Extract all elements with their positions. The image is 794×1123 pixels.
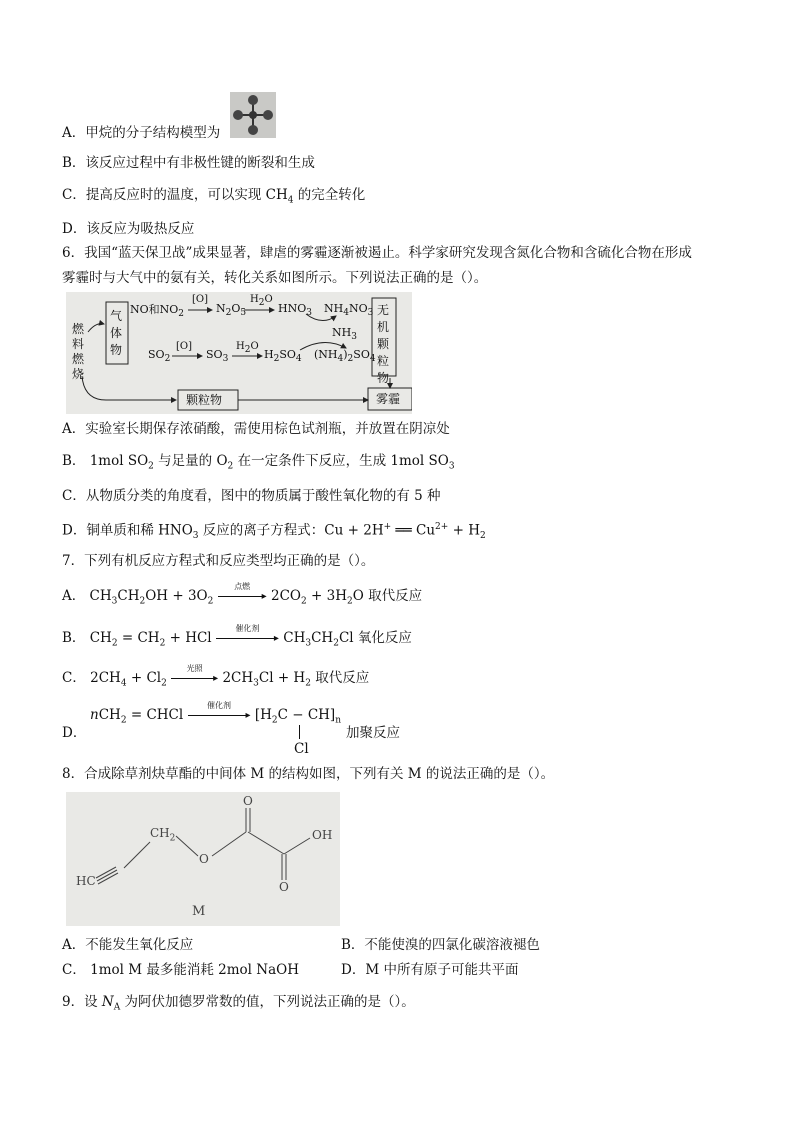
q6-option-d	[62, 518, 486, 545]
arrow-right-icon: ▸	[273, 632, 279, 644]
so2-sub: 2	[164, 354, 171, 365]
q7-d-t3: [H	[254, 707, 272, 723]
hno3-label	[278, 302, 312, 318]
n2o5-label	[216, 302, 246, 318]
nh42so4-sub3: 4	[369, 354, 376, 365]
nh42so4-label	[314, 348, 376, 364]
h2so4-so: SO	[279, 348, 296, 361]
q6-d-cu: Cu	[415, 522, 436, 539]
q7-d-type: 加聚反应	[346, 725, 400, 741]
q6-d-sup2: 2+	[435, 522, 449, 532]
nh3-label	[332, 326, 357, 342]
hno3-sub: 3	[306, 308, 312, 319]
nh4no3-label	[324, 302, 373, 318]
q7-d-cl: Cl	[294, 741, 309, 757]
q7-a-bar	[218, 596, 264, 597]
q7-a-t4: 2CO	[271, 588, 301, 604]
inorganic-box-label: 无机颗粒物	[377, 303, 390, 385]
nh42so4-so: SO	[353, 348, 370, 361]
h2o-sub: 2	[258, 298, 265, 308]
q5-option-d: D．该反应为吸热反应	[62, 221, 195, 237]
gas-box-label: 气体物	[110, 309, 123, 357]
so3-sub: 3	[222, 354, 229, 365]
q7-d-t4: C − CH]	[277, 707, 336, 723]
q6-option-c: C．从物质分类的角度看，图中的物质属于酸性氧化物的有 5 种	[62, 488, 441, 504]
q7-b-arrow	[216, 624, 279, 648]
m-o-top-label: O	[243, 794, 253, 808]
q7-c-s4: 2	[305, 678, 311, 689]
q7-a-s4: 2	[301, 596, 307, 607]
fuel-label: 燃料燃烧	[72, 322, 85, 381]
q6-option-a: A．实验室长期保存浓硝酸，需使用棕色试剂瓶，并放置在阴凉处	[62, 421, 450, 437]
q7-d-n-sub: n	[335, 715, 341, 726]
q7-d-t1: CH	[98, 707, 121, 723]
h2o-o: O	[264, 294, 273, 305]
q6-d-h2: + H	[448, 522, 480, 539]
n2o5-o: O	[231, 302, 241, 315]
nh42so4-paren: )	[343, 348, 348, 361]
q7-b-t6: Cl 氧化反应	[338, 630, 412, 646]
q6-stem-line2: 雾霾时与大气中的氨有关，转化关系如图所示。下列说法正确的是（）。	[62, 270, 488, 286]
q8-option-d: D．M 中所有原子可能共平面	[341, 962, 519, 978]
q7-option-d-equation	[90, 701, 341, 730]
m-o-ring-label: O	[199, 852, 209, 866]
no-sub: 2	[178, 309, 185, 320]
o-label-top: [O]	[192, 294, 209, 305]
h2o-o-b: O	[250, 341, 259, 352]
q7-d-t2: = CHCl	[126, 707, 184, 723]
arrow-right-icon: ▸	[261, 590, 267, 602]
q8-option-b: B．不能使溴的四氯化碳溶液褪色	[341, 937, 540, 953]
nh4no3-sub: 4	[343, 308, 349, 319]
n2o5-n: N	[216, 302, 226, 315]
q8-stem: 8．合成除草剂炔草酯的中间体 M 的结构如图，下列有关 M 的说法正确的是（）。	[62, 766, 555, 782]
q7-c-t2: + Cl	[126, 670, 162, 686]
m-oh-label: OH	[312, 828, 333, 842]
q8-option-a: A．不能发生氧化反应	[62, 937, 194, 953]
q6-d-s2: 2	[479, 531, 486, 542]
q7-c-t3: 2CH	[222, 670, 254, 686]
m-structure-diagram	[66, 792, 340, 926]
h2so4-label	[264, 348, 302, 364]
nh42so4-nh: (NH	[314, 348, 338, 361]
h2so4-sub: 2	[273, 354, 280, 365]
q5-option-a: A．甲烷的分子结构模型为	[62, 125, 221, 141]
h2so4-h: H	[264, 348, 274, 361]
o-label-bottom: [O]	[176, 341, 193, 352]
q7-c-s2: 2	[161, 678, 167, 689]
so3-label	[206, 348, 228, 364]
q7-option-d-label: D．	[62, 725, 87, 741]
q7-c-s1: 4	[120, 678, 127, 689]
q6-d-eq: ══	[391, 522, 416, 539]
q6-d-sup1: +	[383, 522, 392, 532]
nh4no3-nh: NH	[324, 302, 344, 315]
smog-box-label: 雾霾	[376, 392, 401, 406]
so2-text: SO	[148, 348, 165, 361]
q6-option-b	[62, 452, 455, 476]
q7-d-cond: 催化剂	[207, 701, 232, 711]
q5-c-text: C．提高反应时的温度，可以实现 CH	[62, 187, 288, 203]
q7-b-cond: 催化剂	[235, 624, 260, 634]
h2so4-sub2: 4	[295, 354, 302, 365]
q7-b-t1: B． CH	[62, 630, 112, 646]
q7-a-t6: O 取代反应	[352, 588, 423, 604]
smog-diagram	[66, 292, 412, 414]
q6-d-t2: 反应的离子方程式：Cu + 2H	[198, 522, 384, 539]
q7-c-t5: 取代反应	[310, 670, 370, 686]
m-o-bottom-label: O	[279, 880, 289, 894]
m-hc-label: HC	[76, 874, 96, 888]
m-ch2-label	[150, 826, 175, 843]
n2o5-sub1: 2	[225, 308, 232, 319]
q7-a-s3: 2	[207, 596, 214, 607]
q5-option-b: B．该反应过程中有非极性键的断裂和生成	[62, 155, 315, 171]
q7-a-t2: CH	[117, 588, 140, 604]
no-text: NO和NO	[130, 303, 179, 316]
q7-c-arrow	[171, 664, 219, 688]
m-ch2-text: CH	[150, 826, 170, 840]
q7-stem: 7．下列有机反应方程式和反应类型均正确的是（）。	[62, 553, 375, 569]
n2o5-sub2: 5	[240, 308, 247, 319]
q7-b-s4: 2	[333, 638, 339, 649]
q7-c-t4: Cl + H	[258, 670, 306, 686]
q7-c-bar	[171, 678, 215, 679]
particle-box-label: 颗粒物	[186, 393, 223, 407]
q6-b-s3: 3	[448, 461, 455, 472]
nh3-sub: 3	[351, 332, 357, 343]
q9-t1: 9．设	[62, 994, 102, 1010]
q7-a-cond: 点燃	[234, 582, 251, 592]
arrow-right-icon: ▸	[245, 709, 251, 721]
nh4no3-no: NO	[348, 302, 368, 315]
q7-c-t1: C． 2CH	[62, 670, 121, 686]
no-label	[130, 301, 184, 319]
q9-t2: 为阿伏加德罗常数的值，下列说法正确的是（）。	[120, 994, 415, 1010]
q5-c-sub: 4	[287, 195, 294, 206]
q6-b-t1: B． 1mol SO	[62, 453, 149, 469]
q6-b-s1: 2	[148, 461, 154, 472]
q5-c-text-2: 的完全转化	[293, 187, 366, 203]
h2o-h-b: H	[236, 341, 245, 352]
so3-text: SO	[206, 348, 223, 361]
q7-d-s1: 2	[120, 715, 127, 726]
h2o-label-bottom	[236, 341, 259, 355]
h2o-label-top	[250, 294, 273, 308]
h2o-h: H	[250, 294, 259, 305]
methane-model-image	[230, 92, 276, 138]
q6-d-s1: 3	[192, 531, 199, 542]
q7-c-cond: 光照	[186, 664, 203, 674]
so2-label	[148, 348, 170, 364]
m-caption: M	[192, 904, 206, 919]
q9-na-sub: A	[113, 1002, 121, 1013]
q7-b-t3: + HCl	[165, 630, 212, 646]
methane-model-svg	[230, 92, 276, 138]
q7-b-t5: CH	[311, 630, 334, 646]
q7-a-arrow	[218, 582, 267, 606]
q7-d-bar	[188, 715, 248, 716]
hno3-text: HNO	[278, 302, 307, 315]
q7-option-a	[62, 582, 423, 611]
q7-d-branch-line	[299, 725, 300, 739]
q7-b-s2: 2	[159, 638, 166, 649]
q9-na: N	[101, 994, 114, 1010]
q6-b-t2: 与足量的 O	[153, 453, 228, 469]
q6-b-t3: 在一定条件下反应，生成 1mol SO	[233, 453, 449, 469]
q6-d-t1: D．铜单质和稀 HNO	[62, 522, 193, 539]
q7-b-t2: = CH	[117, 630, 160, 646]
q7-a-t3: OH + 3O	[145, 588, 208, 604]
nh42so4-sub: 4	[337, 354, 344, 365]
q7-b-s1: 2	[111, 638, 118, 649]
q8-option-c: C． 1mol M 最多能消耗 2mol NaOH	[62, 962, 299, 978]
q7-b-bar	[216, 638, 276, 639]
q7-a-s1: 3	[111, 596, 118, 607]
q7-a-t1: A． CH	[62, 588, 112, 604]
nh3-text: NH	[332, 326, 352, 339]
q7-option-c	[62, 664, 370, 693]
q7-option-b	[62, 624, 412, 653]
q7-d-n: n	[90, 707, 99, 723]
m-ch2-sub: 2	[169, 833, 176, 844]
nh42so4-sub2: 2	[347, 354, 354, 365]
nh4no3-sub2: 3	[367, 308, 374, 319]
q9-stem	[62, 993, 415, 1017]
q7-a-s5: 2	[347, 596, 353, 607]
q5-option-c	[62, 186, 365, 210]
q7-b-s3: 3	[305, 638, 312, 649]
q7-b-t4: CH	[283, 630, 306, 646]
q7-a-t5: + 3H	[306, 588, 347, 604]
q7-a-s2: 2	[139, 596, 146, 607]
q6-b-s2: 2	[227, 461, 234, 472]
h2o-sub-b: 2	[244, 345, 251, 355]
q7-c-s3: 3	[253, 678, 259, 689]
q7-d-arrow	[188, 701, 251, 725]
q7-d-s2: 2	[271, 715, 278, 726]
arrow-right-icon: ▸	[213, 672, 219, 684]
q6-stem-line1: 6．我国“蓝天保卫战”成果显著，肆虐的雾霾逐渐被遏止。科学家研究发现含氮化合物和含硫化合物在形成	[62, 245, 692, 261]
